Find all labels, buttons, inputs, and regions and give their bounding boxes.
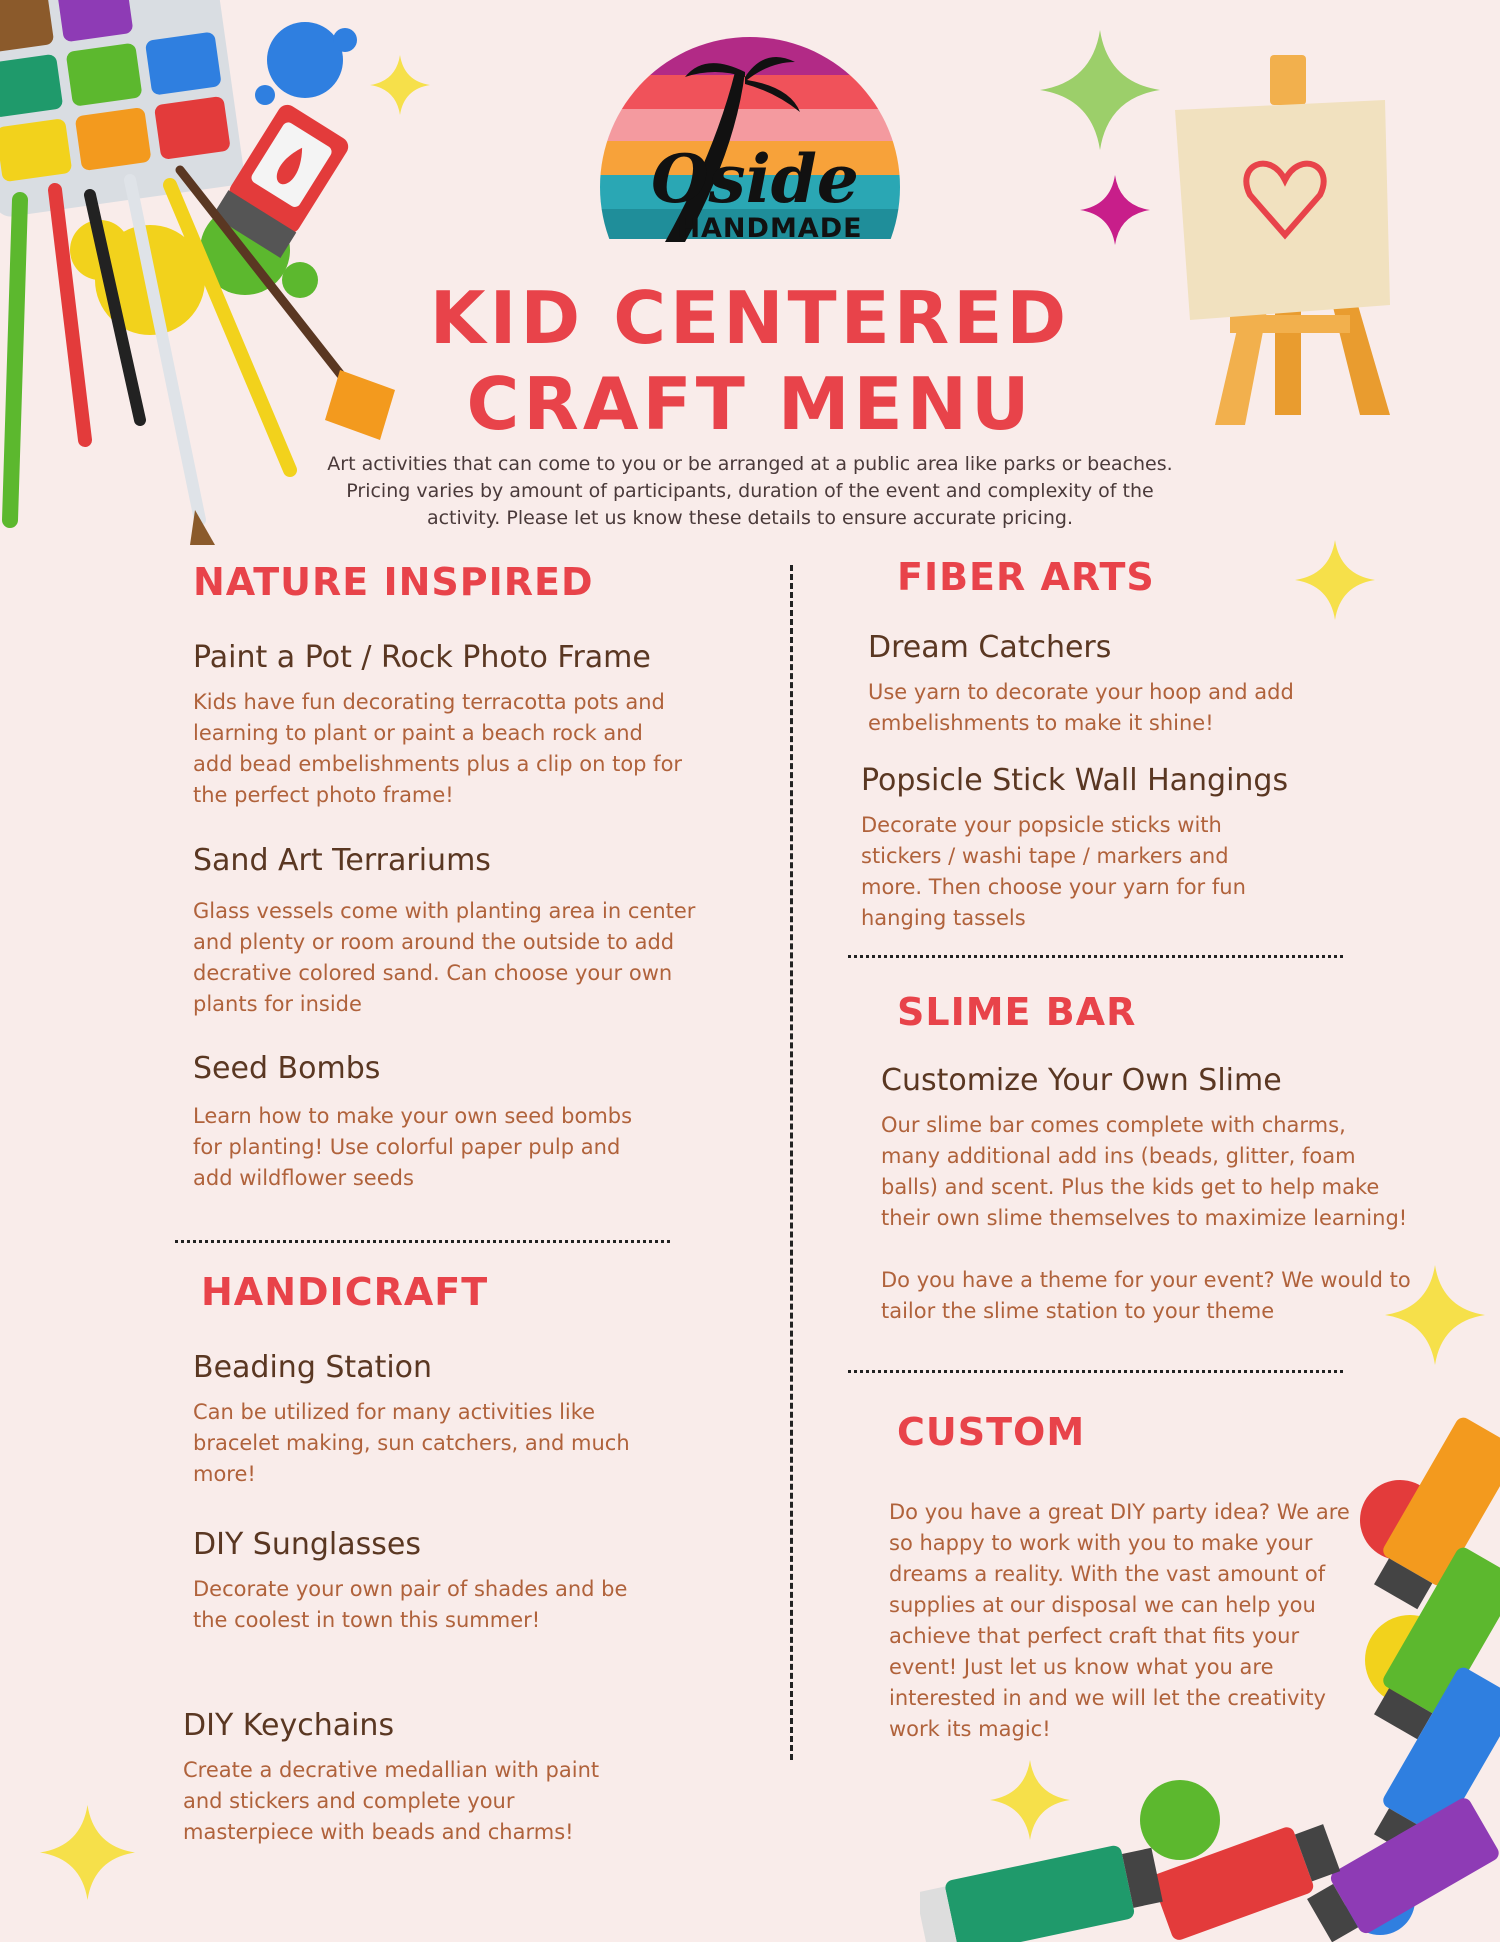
section-divider (848, 955, 1343, 958)
item-title: Customize Your Own Slime (881, 1063, 1282, 1098)
item-desc: Our slime bar comes complete with charms, many additional add ins (beads, glitter, foam balls) and scent. Plus the kids get to help make their own slime themselves to maximize learning! (881, 1113, 1408, 1230)
logo-brand-text: Oside (651, 140, 859, 218)
item-desc: Decorate your popsicle sticks with stickers / washi tape / markers and more. Then choose your yarn for fun hanging tassels (861, 813, 1246, 930)
sparkle-icon (1295, 540, 1375, 620)
item-desc: Can be utilized for many activities like bracelet making, sun catchers, and much more! (193, 1400, 630, 1486)
item-title: DIY Sunglasses (193, 1527, 421, 1562)
item-desc: Learn how to make your own seed bombs for planting! Use colorful paper pulp and add wildflower seeds (193, 1104, 633, 1190)
item-title: Beading Station (193, 1350, 433, 1385)
item-desc: Glass vessels come with planting area in center and plenty or room around the outside to add decrative colored sand. Can choose your own plants for inside (193, 899, 696, 1016)
intro-text: Art activities that can come to you or be arranged at a public area like parks or beaches. Pricing varies by amount of participants, duration of the event and complexity of the activity. Please let us know these details to ensure accurate pricing. (327, 453, 1173, 529)
section-heading-handicraft: HANDICRAFT (201, 1270, 489, 1314)
item-title: Dream Catchers (868, 630, 1112, 665)
item-title: Paint a Pot / Rock Photo Frame (193, 640, 651, 675)
item-title: Seed Bombs (193, 1051, 381, 1086)
item-desc: Create a decrative medallian with paint and stickers and complete your masterpiece with beads and charms! (183, 1758, 600, 1844)
section-heading-slime: SLIME BAR (897, 990, 1137, 1034)
item-title: Sand Art Terrariums (193, 843, 491, 878)
item-title: DIY Keychains (183, 1708, 395, 1743)
section-heading-fiber: FIBER ARTS (897, 555, 1155, 599)
section-heading-custom: CUSTOM (897, 1410, 1086, 1454)
item-title: Popsicle Stick Wall Hangings (861, 763, 1289, 798)
logo-sub-text: HANDMADE (677, 213, 863, 244)
custom-desc: Do you have a great DIY party idea? We are so happy to work with you to make your dreams a reality. With the vast amount of supplies at our disposal we can help you achieve that perfect craft that fits your event! Just let us know what you are interested in and we will let the creativity work its magic! (889, 1500, 1350, 1741)
sparkle-icon (1080, 175, 1150, 245)
sparkle-icon (1040, 30, 1160, 150)
page-title-line2: CRAFT MENU (466, 362, 1034, 446)
item-desc: Kids have fun decorating terracotta pots and learning to plant or paint a beach rock and add bead embelishments plus a clip on top for the perfect photo frame! (193, 690, 683, 807)
page-title-line1: KID CENTERED (429, 276, 1071, 360)
item-desc: Decorate your own pair of shades and be the coolest in town this summer! (193, 1577, 628, 1632)
section-divider (175, 1240, 670, 1243)
oside-handmade-logo (595, 32, 905, 262)
sparkle-icon (370, 55, 430, 115)
column-divider (790, 565, 793, 1760)
sparkle-icon (40, 1805, 135, 1900)
item-desc: Use yarn to decorate your hoop and add embelishments to make it shine! (868, 680, 1294, 735)
section-heading-nature: NATURE INSPIRED (193, 560, 594, 604)
section-divider (848, 1370, 1343, 1373)
item-desc-theme: Do you have a theme for your event? We would to tailor the slime station to your theme (881, 1268, 1411, 1323)
